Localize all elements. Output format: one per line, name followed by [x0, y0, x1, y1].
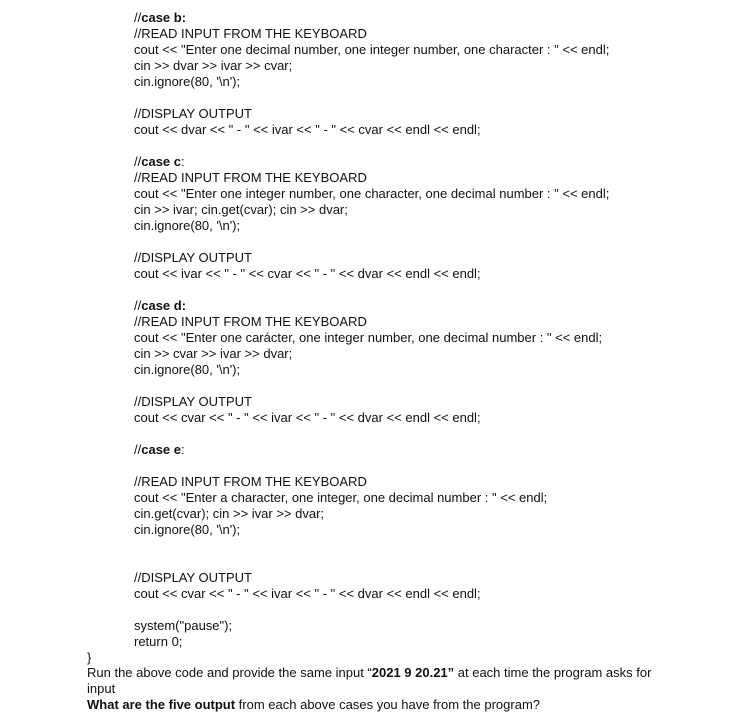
case-e-input-line: cin.get(cvar); cin >> ivar >> dvar; [134, 506, 325, 521]
case-b-output-line: cout << dvar << " - " << ivar << " - " << cvar << endl << endl; [134, 122, 481, 137]
case-e-display-comment: //DISPLAY OUTPUT [134, 570, 252, 585]
case-e-title-text: case e [141, 442, 181, 457]
case-e-ignore-line: cin.ignore(80, '\n'); [134, 522, 241, 537]
question-ask-bold: What are the five output [87, 697, 236, 712]
case-b-prompt-line: cout << "Enter one decimal number, one integer number, one character : " << endl; [134, 42, 610, 57]
system-pause-line: system("pause"); [134, 618, 233, 633]
case-c-prompt-line: cout << "Enter one integer number, one character, one decimal number : " << endl; [134, 186, 610, 201]
case-c-display-comment: //DISPLAY OUTPUT [134, 250, 252, 265]
case-d-title-text: case d: [141, 298, 187, 313]
case-b-read-comment: //READ INPUT FROM THE KEYBOARD [134, 26, 367, 41]
question-ask-line [87, 697, 540, 713]
case-e-title: //case e: [134, 442, 185, 457]
case-d-ignore-line: cin.ignore(80, '\n'); [134, 362, 241, 377]
question-run-line [87, 665, 651, 681]
question-run-input: 2021 9 20.21” [371, 665, 455, 680]
case-d-output-line: cout << cvar << " - " << ivar << " - " << dvar << endl << endl; [134, 410, 481, 425]
question-ask-rest: from each above cases you have from the program? [235, 697, 540, 712]
case-b-ignore-line: cin.ignore(80, '\n'); [134, 74, 241, 89]
return-line: return 0; [134, 634, 183, 649]
question-run-prefix: Run the above code and provide the same input “ [87, 665, 372, 680]
case-c-title-text: case c [141, 154, 181, 169]
case-d-display-comment: //DISPLAY OUTPUT [134, 394, 252, 409]
case-e-output-line: cout << cvar << " - " << ivar << " - " << dvar << endl << endl; [134, 586, 481, 601]
case-e-prompt-line: cout << "Enter a character, one integer, one decimal number : " << endl; [134, 490, 548, 505]
case-d-prompt-line: cout << "Enter one carácter, one integer number, one decimal number : " << endl; [134, 330, 603, 345]
case-c-read-comment: //READ INPUT FROM THE KEYBOARD [134, 170, 367, 185]
case-c-output-line: cout << ivar << " - " << cvar << " - " << dvar << endl << endl; [134, 266, 481, 281]
case-d-input-line: cin >> cvar >> ivar >> dvar; [134, 346, 293, 361]
question-run-line-2: input [87, 681, 116, 696]
case-c-ignore-line: cin.ignore(80, '\n'); [134, 218, 241, 233]
closing-brace: } [87, 650, 92, 665]
case-b-input-line: cin >> dvar >> ivar >> cvar; [134, 58, 293, 73]
case-c-title: //case c: [134, 154, 185, 169]
question-run-suffix: at each time the program asks for [454, 665, 652, 680]
case-b-title: //case b: [134, 10, 187, 25]
case-e-read-comment: //READ INPUT FROM THE KEYBOARD [134, 474, 367, 489]
case-d-title: //case d: [134, 298, 187, 313]
case-d-read-comment: //READ INPUT FROM THE KEYBOARD [134, 314, 367, 329]
case-b-title-text: case b: [141, 10, 187, 25]
case-b-display-comment: //DISPLAY OUTPUT [134, 106, 252, 121]
case-c-input-line: cin >> ivar; cin.get(cvar); cin >> dvar; [134, 202, 348, 217]
